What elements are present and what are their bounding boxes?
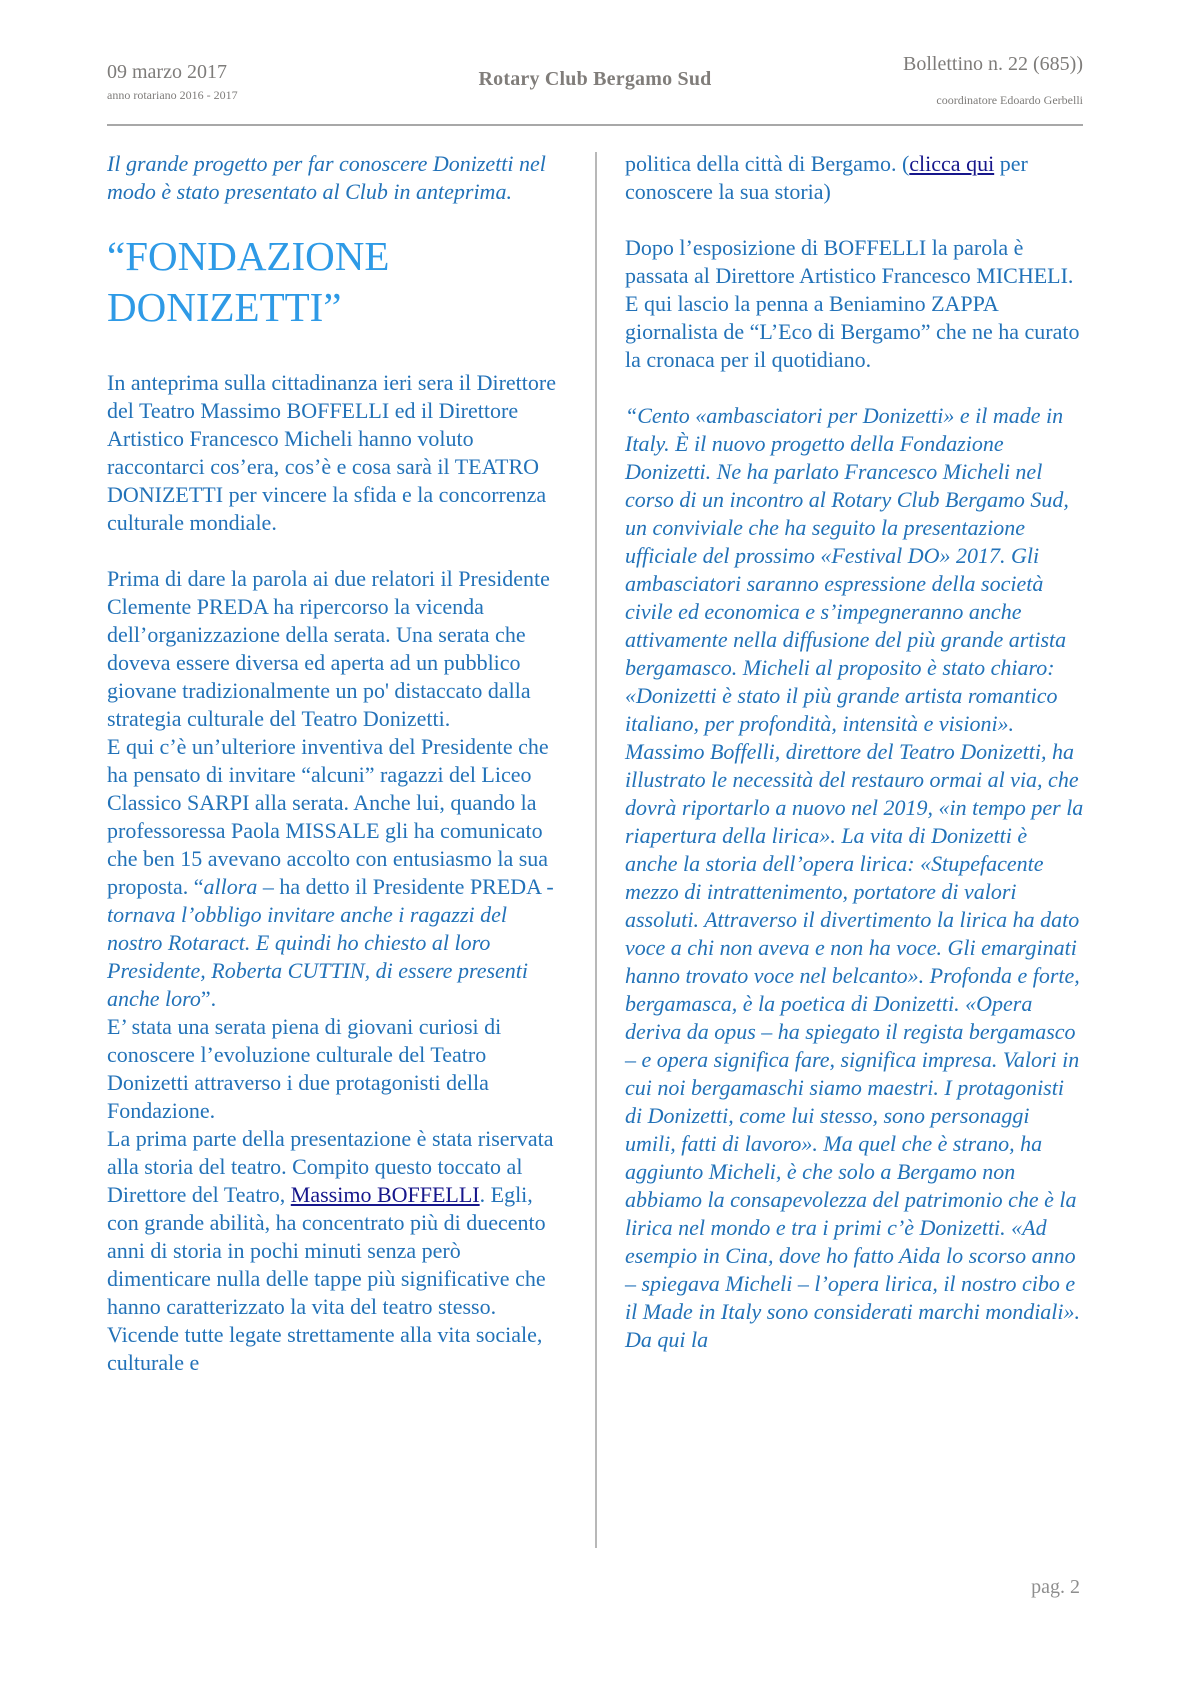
issue-date: 09 marzo 2017 [107, 61, 227, 83]
coordinator-name: coordinatore Edoardo Gerbelli [936, 93, 1083, 107]
paragraph [107, 369, 560, 537]
clicca-qui-link[interactable]: clicca qui [909, 151, 995, 176]
page-header [0, 0, 1190, 150]
intro-text: Il grande progetto per far conoscere Donizetti nel modo è stato presentato al Club in anteprima. [107, 151, 546, 204]
paragraph [625, 150, 1085, 206]
text-run: per conoscere la sua storia) [625, 151, 1028, 204]
paragraph [107, 1125, 560, 1377]
text-run: In anteprima sulla cittadinanza ieri sera il Direttore del Teatro Massimo BOFFELLI ed il Direttore Artistico Francesco Micheli hanno voluto raccontarci cos’era, cos’è e cosa sarà il TEATRO DONIZETTI per vincere la sfida e la concorrenza culturale mondiale. [107, 370, 556, 535]
page-number: pag. 2 [1031, 1576, 1080, 1598]
massimo-boffelli-link[interactable]: Massimo BOFFELLI [290, 1182, 480, 1207]
paragraph [107, 565, 560, 733]
text-run: La prima parte della presentazione è stata riservata alla storia del teatro. Compito questo toccato al Direttore del Teatro, [107, 1126, 554, 1207]
paragraph [107, 1013, 560, 1125]
club-title: Rotary Club Bergamo Sud [478, 68, 712, 90]
text-run: tornava l’obbligo invitare anche i ragazzi del nostro Rotaract. E quindi ho chiesto al loro Presidente, Roberta CUTTIN, di essere presenti anche loro [107, 902, 529, 1011]
bulletin-number: Bollettino n. 22 (685)) [903, 53, 1083, 75]
text-run: politica della città di Bergamo. ( [625, 151, 910, 176]
text-run: – ha detto il Presidente PREDA - [257, 874, 554, 899]
text-run: “Cento «ambasciatori per Donizetti» e il made in Italy. È il nuovo progetto della Fondazione Donizetti. Ne ha parlato Francesco Micheli nel corso di un incontro al Rotary Club Bergamo Sud, un conviviale che ha seguito la presentazione ufficiale del prossimo «Festival DO» 2017. Gli ambasciatori saranno espressione della società civile ed economica e s’impegneranno anche attivamente nella diffusione del più grande artista bergamasco. Micheli al proposito è stato chiaro: «Donizetti è stato il più grande artista romantico italiano, per profondità, intensità e visioni». Massimo Boffelli, direttore del Teatro Donizetti, ha illustrato le necessità del restauro ormai al via, che dovrà riportarlo a nuovo nel 2019, «in tempo per la riapertura della lirica». La vita di Donizetti è anche la storia dell’opera lirica: «Stupefacente mezzo di intrattenimento, portatore di valori assoluti. Attraverso il divertimento la lirica ha dato voce a chi non aveva e non ha voce. Gli emarginati hanno trovato voce nel belcanto». Profonda e forte, bergamasca, è la poetica di Donizetti. «Opera deriva da opus – ha spiegato il regista bergamasco – e opera significa fare, significa impresa. Valori in cui noi bergamaschi siamo maestri. I protagonisti di Donizetti, come lui stesso, sono personaggi umili, fatti di lavoro». Ma quel che è strano, ha aggiunto Micheli, è che solo a Bergamo non abbiamo la consapevolezza del patrimonio che è la lirica nel mondo e tra i primi c’è Donizetti. «Ad esempio in Cina, dove ho fatto Aida lo scorso anno – spiegava Micheli – l’opera lirica, il nostro cibo e il Made in Italy sono considerati marchi mondiali». Da qui la [625, 403, 1084, 1352]
text-run: E qui c’è un’ulteriore inventiva del Presidente che ha pensato di invitare “alcuni” ragazzi del Liceo Classico SARPI alla serata. Anche lui, quando la professoressa Paola MISSALE gli ha comunicato che ben 15 avevano accolto con entusiasmo la sua proposta. “ [107, 734, 549, 899]
header-divider-rule [107, 124, 1083, 126]
text-run: allora [203, 874, 258, 899]
text-run: Prima di dare la parola ai due relatori il Presidente Clemente PREDA ha ripercorso la vicenda dell’organizzazione della serata. Una serata che doveva essere diversa ed aperta ad un pubblico giovane tradizionalmente un po' distaccato dalla strategia culturale del Teatro Donizetti. [107, 566, 550, 731]
rotary-year: anno rotariano 2016 - 2017 [107, 88, 238, 102]
article-title: “FONDAZIONE DONIZETTI” [107, 233, 390, 330]
column-divider-rule [595, 152, 597, 1548]
text-run: . Egli, con grande abilità, ha concentrato più di duecento anni di storia in pochi minuti senza però dimenticare nulla delle tappe più significative che hanno caratterizzato la vita del teatro stesso. Vicende tutte legate strettamente alla vita sociale, culturale e [107, 1182, 546, 1375]
text-run: E’ stata una serata piena di giovani curiosi di conoscere l’evoluzione culturale del Teatro Donizetti attraverso i due protagonisti della Fondazione. [107, 1014, 502, 1123]
right-column [625, 150, 1085, 1354]
text-run: Dopo l’esposizione di BOFFELLI la parola è passata al Direttore Artistico Francesco MICHELI. E qui lascio la penna a Beniamino ZAPPA giornalista de “L’Eco di Bergamo” che ne ha curato la cronaca per il quotidiano. [625, 235, 1080, 372]
left-column [107, 150, 560, 1377]
paragraph [107, 733, 560, 1013]
text-run: ”. [200, 986, 217, 1011]
header-right [903, 52, 1083, 108]
paragraph [625, 234, 1085, 374]
paragraph [625, 402, 1085, 1354]
